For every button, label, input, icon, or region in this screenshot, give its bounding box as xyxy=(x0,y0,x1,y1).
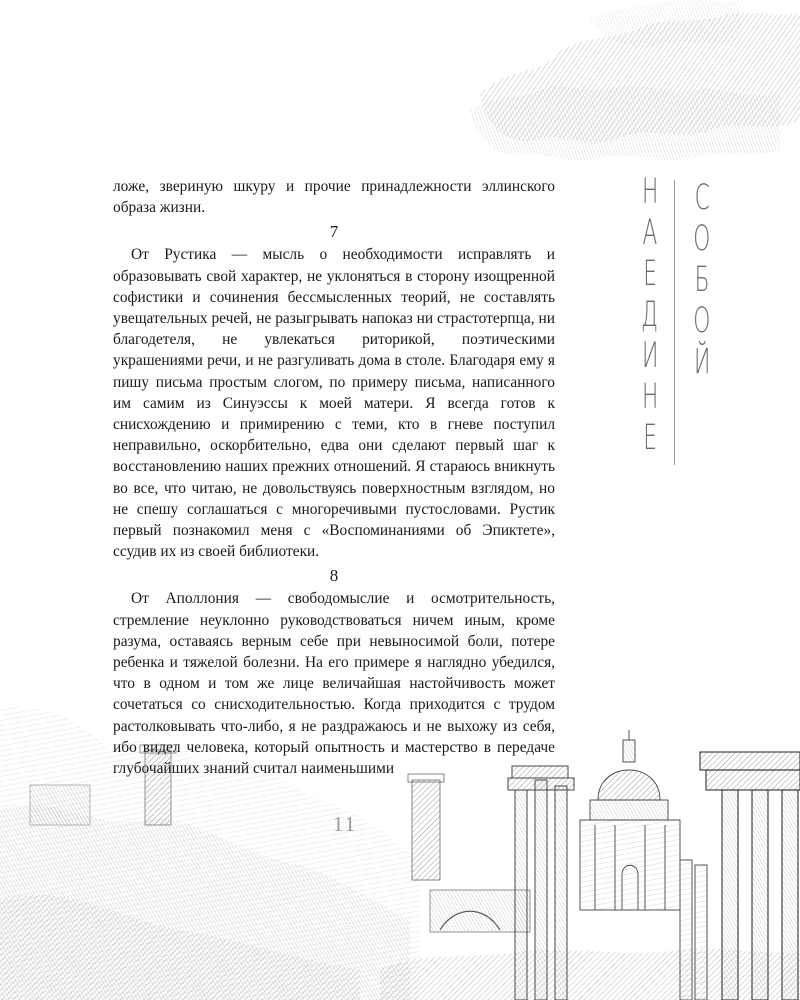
title-letter: Е xyxy=(643,254,657,294)
carryover-paragraph: ложе, звериную шкуру и прочие принадлежности эллинского образа жизни. xyxy=(113,178,555,217)
title-letter: О xyxy=(693,219,711,259)
title-divider xyxy=(674,180,675,465)
title-letter: Й xyxy=(693,342,711,382)
page-number: 11 xyxy=(332,812,358,836)
title-letter: О xyxy=(693,301,711,341)
section-number: 8 xyxy=(329,566,339,586)
main-text xyxy=(113,176,555,779)
title-letter: И xyxy=(641,336,659,376)
title-letter: Д xyxy=(641,295,659,335)
title-letter: Е xyxy=(643,418,657,458)
title-letter: Н xyxy=(641,377,659,417)
running-title-word-1 xyxy=(630,172,670,459)
running-title-word-2 xyxy=(682,178,722,383)
title-letter: Н xyxy=(641,172,659,212)
section-paragraph: От Рустика — мысль о необходимости исправлять и образовывать свой характер, не уклоняться в сторону изощренной софистики и сочинения бессмысленных теорий, не составлять увещательных речей, не разыгрывать напоказ ни страстотерпца, ни благодетеля, не увлекаться риторикой, поэтическими украшениями речи, и не разгуливать дома в столе. Благодаря ему я пишу письма простым слогом, по примеру письма, написанного им самим из Синуэссы к моей матери. Я всегда готов к снисхождению и примирению с теми, кто в гневе поступил неправильно, оскорбительно, едва они сделают первый шаг к восстановлению наших прежних отношений. Я стараюсь вникнуть во все, что читаю, не довольствуясь поверхностным взглядом, но не спешу соглашаться с многоречивыми пустословами. Рустик первый познакомил меня с «Воспоминаниями об Эпиктете», ссудив их из своей библиотеки. xyxy=(113,246,555,561)
title-letter: Б xyxy=(694,260,710,300)
section-paragraph: От Аполлония — свободомыслие и осмотрительность, стремление неуклонно руководствоваться ничем иным, кроме разума, оставаясь верным себе при невыносимой боли, потере ребенка и тяжелой болезни. На его примере я наглядно убедился, что в одном и том же лице величайшая настойчивость может сочетаться со снисходительностью. Когда приходится с трудом растолковывать что-либо, я не раздражаюсь и не выхожу из себя, ибо видел человека, который опытность и мастерство в передаче глубочайших знаний считал наименьшими xyxy=(113,590,555,778)
running-title xyxy=(630,172,720,472)
title-letter: С xyxy=(694,178,710,218)
title-letter: А xyxy=(642,213,658,253)
cloud-sketch-illustration xyxy=(440,0,800,170)
section-number: 7 xyxy=(329,222,339,242)
